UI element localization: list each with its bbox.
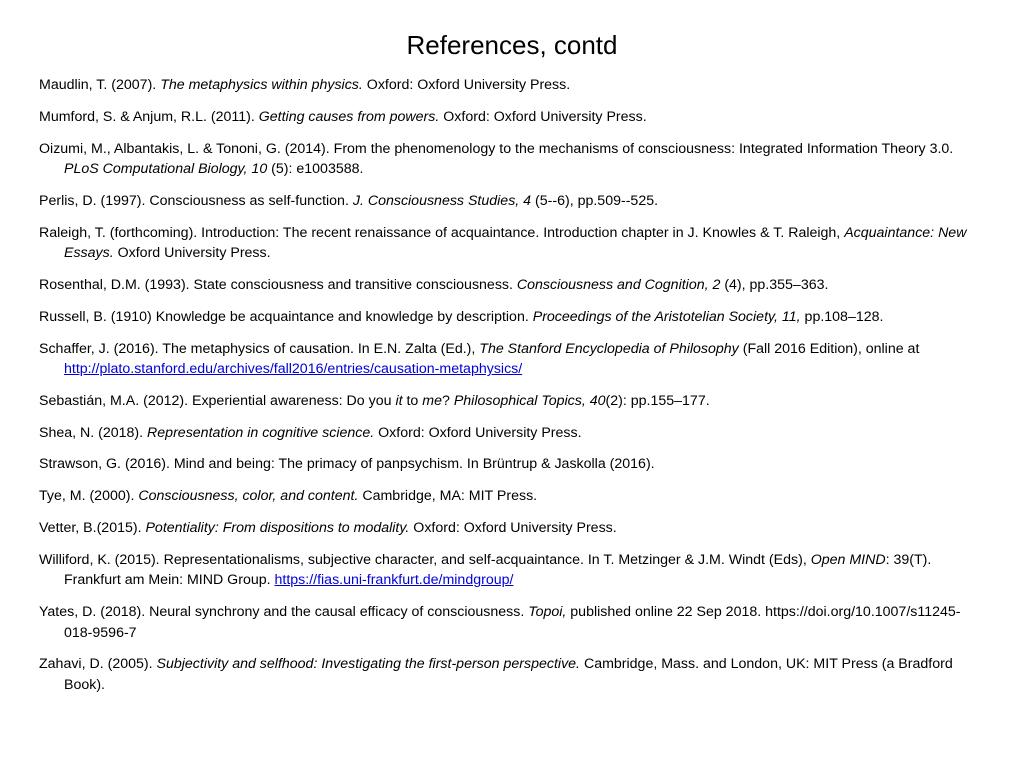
reference-text: Rosenthal, D.M. (1993). State consciousness and transitive consciousness.	[39, 276, 517, 293]
reference-italic-text: Acquaintance: New Essays.	[64, 224, 967, 262]
reference-italic-text: me	[422, 392, 442, 409]
reference-italic-text: Potentiality: From dispositions to modality.	[145, 520, 410, 537]
reference-text: Yates, D. (2018). Neural synchrony and the causal efficacy of consciousness.	[39, 604, 529, 621]
reference-item	[39, 550, 984, 591]
reference-italic-text: Consciousness, color, and content.	[138, 488, 359, 505]
reference-italic-text: Consciousness and Cognition, 2	[516, 276, 721, 293]
reference-item	[39, 275, 984, 296]
reference-list	[39, 75, 984, 707]
reference-text: Mumford, S. & Anjum, R.L. (2011).	[39, 108, 259, 125]
reference-text: Tye, M. (2000).	[39, 488, 139, 505]
reference-item	[39, 307, 984, 328]
reference-italic-text: Topoi,	[528, 604, 567, 621]
reference-text: (4), pp.355–363.	[720, 276, 829, 293]
reference-text: (5--6), pp.509--525.	[531, 192, 659, 209]
reference-item	[39, 391, 984, 412]
reference-text: (Fall 2016 Edition), online at	[738, 340, 920, 357]
reference-text: Oxford: Oxford University Press.	[439, 108, 647, 125]
reference-item	[39, 518, 984, 539]
reference-text: Schaffer, J. (2016). The metaphysics of causation. In E.N. Zalta (Ed.),	[39, 340, 480, 357]
reference-text: Oxford: Oxford University Press.	[409, 520, 617, 537]
reference-text: Oxford: Oxford University Press.	[374, 424, 582, 441]
reference-italic-text: J. Consciousness Studies, 4	[352, 192, 532, 209]
reference-text: Shea, N. (2018).	[39, 424, 148, 441]
reference-item	[39, 191, 984, 212]
reference-item	[39, 223, 984, 264]
reference-link[interactable]: http://plato.stanford.edu/archives/fall2016/entries/causation-metaphysics/	[64, 361, 523, 378]
reference-text: (2): pp.155–177.	[605, 392, 710, 409]
reference-text: : 39(T). Frankfurt am Mein: MIND Group.	[64, 551, 932, 589]
reference-italic-text: Getting causes from powers.	[258, 108, 440, 125]
reference-text: pp.108–128.	[800, 308, 884, 325]
reference-italic-text: Philosophical Topics, 40	[453, 392, 606, 409]
reference-italic-text: it	[395, 392, 403, 409]
reference-text: Oizumi, M., Albantakis, L. & Tononi, G. (2014). From the phenomenology to the mechanisms of consciousness: Integrated Information Theory 3.0.	[39, 140, 954, 157]
reference-italic-text: Proceedings of the Aristotelian Society, 11,	[532, 308, 801, 325]
reference-italic-text: Subjectivity and selfhood: Investigating the first-person perspective.	[156, 656, 580, 673]
reference-italic-text: Open MIND	[810, 551, 886, 568]
reference-text: to	[402, 392, 423, 409]
reference-link[interactable]: https://fias.uni-frankfurt.de/mindgroup/	[274, 572, 514, 589]
reference-item	[39, 339, 984, 380]
reference-text: ?	[441, 392, 454, 409]
reference-text: Williford, K. (2015). Representationalisms, subjective character, and self-acquaintance. In T. Metzinger & J.M. Windt (Eds),	[39, 551, 811, 568]
reference-item	[39, 75, 984, 96]
reference-italic-text: Representation in cognitive science.	[147, 424, 375, 441]
reference-text: Russell, B. (1910) Knowledge be acquaintance and knowledge by description.	[39, 308, 533, 325]
reference-italic-text: PLoS Computational Biology, 10	[64, 161, 268, 178]
reference-item	[39, 139, 984, 180]
reference-text: Vetter, B.(2015).	[39, 520, 146, 537]
reference-text: Zahavi, D. (2005).	[39, 656, 157, 673]
reference-text: Perlis, D. (1997). Consciousness as self-function.	[39, 192, 353, 209]
reference-text: published online 22 Sep 2018. https://doi.org/10.1007/s11245-018-9596-7	[64, 604, 961, 641]
reference-text: (5): e1003588.	[267, 161, 364, 178]
slide-title: References, contd	[406, 30, 618, 60]
reference-text: Sebastián, M.A. (2012). Experiential awareness: Do you	[39, 392, 396, 409]
reference-item	[39, 602, 984, 643]
reference-text: Strawson, G. (2016). Mind and being: The primacy of panpsychism. In Brüntrup & Jaskolla (2016).	[39, 456, 655, 473]
reference-text: Maudlin, T. (2007).	[39, 77, 161, 93]
reference-italic-text: The metaphysics within physics.	[160, 77, 363, 93]
reference-item	[39, 654, 984, 695]
reference-text: Cambridge, Mass. and London, UK: MIT Press (a Bradford Book).	[64, 656, 953, 693]
reference-text: Cambridge, MA: MIT Press.	[358, 488, 538, 505]
reference-text: Oxford: Oxford University Press.	[362, 77, 571, 93]
reference-italic-text: The Stanford Encyclopedia of Philosophy	[479, 340, 739, 357]
reference-item	[39, 423, 984, 444]
reference-item	[39, 107, 984, 128]
reference-item	[39, 454, 984, 475]
reference-text: Raleigh, T. (forthcoming). Introduction: The recent renaissance of acquaintance. Introduction chapter in J. Knowles & T. Raleigh,	[39, 224, 845, 241]
reference-item	[39, 486, 984, 507]
reference-text: Oxford University Press.	[113, 245, 271, 262]
